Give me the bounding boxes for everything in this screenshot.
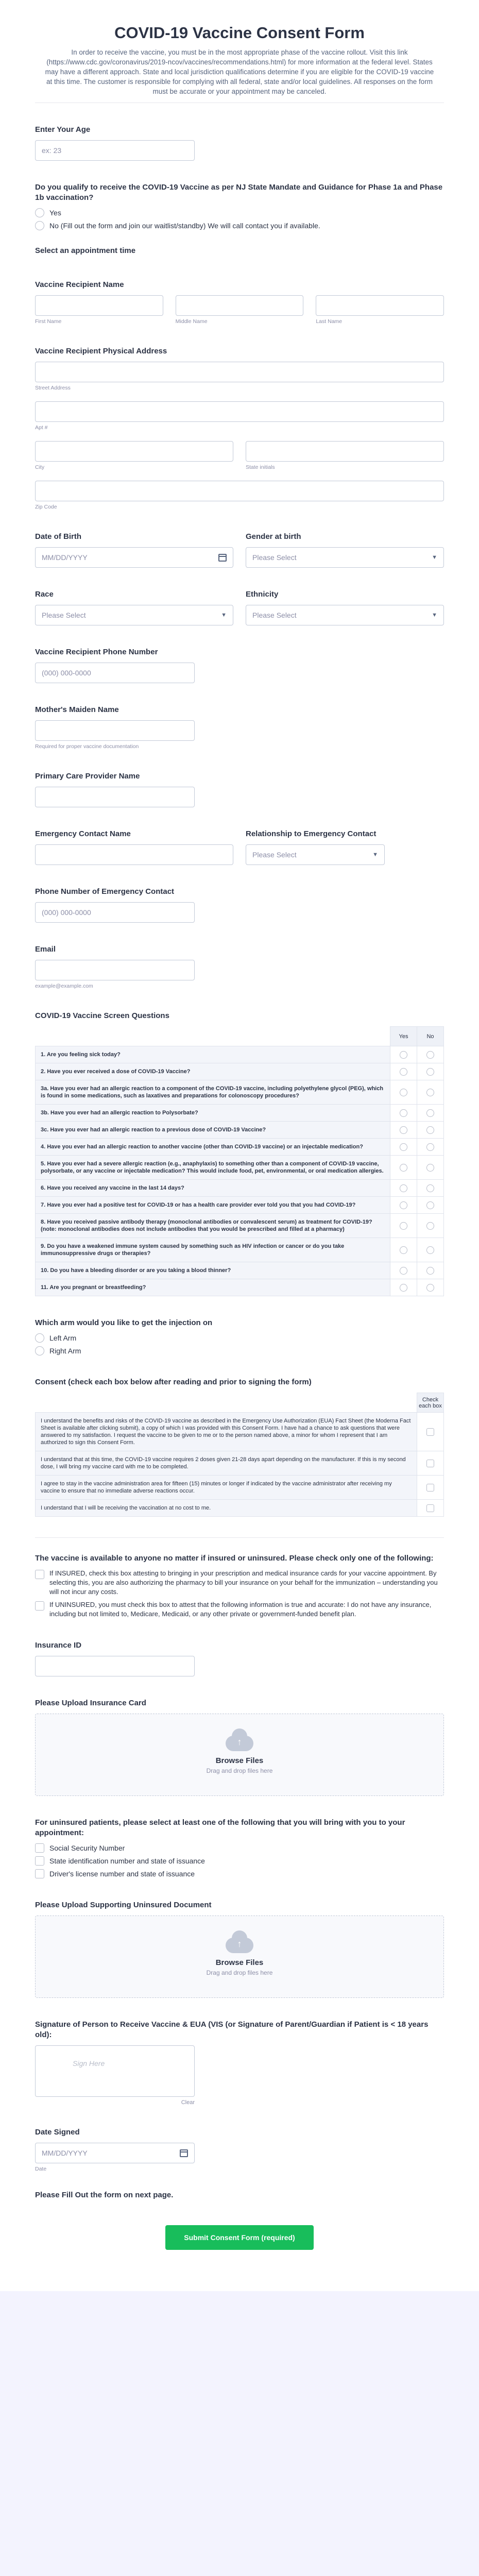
screen-question-row [36,1046,444,1063]
relationship-select[interactable]: Please Select ▼ [246,844,385,865]
browse-files-button[interactable]: Browse Files [215,1958,264,1967]
appointment-label: Select an appointment time [35,246,136,255]
yes-cell[interactable] [390,1180,417,1197]
screen-question-text: 4. Have you ever had an allergic reaction to another vaccine (other than COVID-19 vaccine) or an injectable medication? [36,1139,390,1156]
maiden-label: Mother's Maiden Name [35,705,119,714]
insurance-id-input[interactable] [35,1656,195,1676]
consent-row [36,1476,444,1500]
relationship-label: Relationship to Emergency Contact [246,829,377,838]
email-label: Email [35,945,56,954]
checkbox-icon[interactable] [35,1570,44,1579]
arm-question [35,1318,444,1355]
yes-cell[interactable] [390,1197,417,1214]
uninsured-docs-label: For uninsured patients, please select at least one of the following that you will bring with you to your appointment: [35,1818,405,1837]
radio-icon[interactable] [426,1143,434,1151]
screen-question-text: 2. Have you ever received a dose of COVID-19 Vaccine? [36,1063,390,1080]
screen-question-row [36,1279,444,1296]
radio-icon[interactable] [426,1051,434,1059]
consent-text: I understand that I will be receiving the vaccination at no cost to me. [36,1500,417,1517]
chevron-down-icon: ▼ [432,612,437,618]
consent-row [36,1500,444,1517]
no-cell[interactable] [417,1262,444,1279]
no-cell[interactable] [417,1279,444,1296]
radio-icon[interactable] [400,1051,407,1059]
state-id-option[interactable]: State identification number and state of issuance [35,1856,444,1866]
signature-question [35,2020,444,2106]
cloud-upload-icon [226,1938,253,1953]
radio-icon[interactable] [400,1184,407,1192]
emergency-phone-input[interactable]: (000) 000-0000 [35,902,195,923]
radio-icon[interactable] [400,1089,407,1096]
radio-icon[interactable] [400,1201,407,1209]
page-title: COVID-19 Vaccine Consent Form [114,24,365,42]
radio-icon[interactable] [400,1143,407,1151]
checkbox-icon[interactable] [426,1504,434,1512]
no-cell[interactable] [417,1180,444,1197]
recipient-name-label: Vaccine Recipient Name [35,280,124,289]
address-label: Vaccine Recipient Physical Address [35,347,167,355]
radio-icon[interactable] [426,1089,434,1096]
phone-question [35,647,444,683]
race-select[interactable]: Please Select ▼ [35,605,233,625]
gender-label: Gender at birth [246,532,301,541]
screen-question-text: 3b. Have you ever had an allergic reaction to Polysorbate? [36,1105,390,1122]
yes-cell[interactable] [390,1279,417,1296]
screen-question-row [36,1180,444,1197]
insurance-id-label: Insurance ID [35,1641,82,1650]
radio-icon[interactable] [426,1109,434,1117]
upload-docs-question [35,1900,444,1998]
screen-matrix [35,1026,444,1296]
last-name-input[interactable] [316,295,444,316]
insurance-status-label: The vaccine is available to anyone no matter if insured or uninsured. Please check only one of the following: [35,1554,434,1563]
calendar-icon[interactable] [180,2149,188,2157]
yes-cell[interactable] [390,1262,417,1279]
screen-question-row [36,1262,444,1279]
radio-icon[interactable] [426,1184,434,1192]
cloud-upload-icon [226,1736,253,1751]
emergency-name-label: Emergency Contact Name [35,829,131,838]
yes-cell[interactable] [390,1214,417,1238]
drivers-license-option[interactable]: Driver's license number and state of issuance [35,1869,444,1878]
insurance-id-question [35,1640,444,1676]
uninsured-docs-question [35,1818,444,1878]
screen-question-row [36,1122,444,1139]
screen-question-text: 9. Do you have a weakened immune system caused by something such as HIV infection or cancer or do you take immunosuppressive drugs or therapies? [36,1238,390,1262]
upload-card-question [35,1698,444,1796]
screen-label: COVID-19 Vaccine Screen Questions [35,1011,169,1020]
qualify-option-no[interactable]: No (Fill out the form and join our waitlist/standby) We will call contact you if available. [35,221,444,230]
no-cell[interactable] [417,1046,444,1063]
emergency-phone-label: Phone Number of Emergency Contact [35,887,175,896]
browse-files-button[interactable]: Browse Files [215,1756,264,1765]
no-cell[interactable] [417,1080,444,1105]
emergency-row [35,829,444,865]
consent-check-cell[interactable] [417,1413,444,1451]
email-question: Email example@example.com [35,944,444,989]
consent-check-cell[interactable] [417,1476,444,1500]
checkbox-icon[interactable] [426,1484,434,1492]
radio-icon[interactable] [426,1201,434,1209]
provider-label: Primary Care Provider Name [35,772,140,781]
yes-cell[interactable] [390,1139,417,1156]
checkbox-icon[interactable] [35,1856,44,1866]
col-check: Check each box [417,1393,444,1413]
consent-row [36,1451,444,1476]
yes-cell[interactable] [390,1080,417,1105]
insurance-status-question [35,1553,444,1619]
maiden-question: Mother's Maiden Name Required for proper vaccine documentation [35,705,444,750]
radio-icon[interactable] [35,1333,44,1343]
age-input[interactable]: ex: 23 [35,140,195,161]
zip-input[interactable] [35,481,444,501]
chevron-down-icon: ▼ [432,554,437,561]
apt-input[interactable] [35,401,444,422]
race-label: Race [35,590,54,599]
screen-question-text: 10. Do you have a bleeding disorder or are you taking a blood thinner? [36,1262,390,1279]
ssn-option[interactable]: Social Security Number [35,1843,444,1853]
no-cell[interactable] [417,1063,444,1080]
screen-question-text: 6. Have you received any vaccine in the last 14 days? [36,1180,390,1197]
chevron-down-icon: ▼ [372,852,378,858]
consent-matrix [35,1393,444,1517]
date-signed-question: Date Signed MM/DD/YYYY Date [35,2127,444,2172]
screen-question-text: 3c. Have you ever had an allergic reaction to a previous dose of COVID-19 Vaccine? [36,1122,390,1139]
radio-icon[interactable] [400,1284,407,1292]
consent-question [35,1377,444,1517]
date-signed-input[interactable]: MM/DD/YYYY [35,2143,195,2163]
arm-label: Which arm would you like to get the injection on [35,1318,213,1327]
calendar-icon[interactable] [218,554,227,562]
screen-question-text: 3a. Have you ever had an allergic reaction to a component of the COVID-19 vaccine, including polyethylene glycol (PEG), which is found in some medications, such as laxatives and preparations for colonoscopy procedures? [36,1080,390,1105]
checkbox-icon[interactable] [426,1460,434,1467]
screen-question-row [36,1080,444,1105]
consent-text: I understand the benefits and risks of the COVID-19 vaccine as described in the Emergency Use Authorization (EUA) Fact Sheet (the Moderna Fact Sheet is available after clicking submit), a copy of which I was provided with this Consent Form. I have had a chance to ask questions that were answered to my satisfaction. I request the vaccine to be given to me or to the person named above, a minor for whom I represent that I am authorized to sign this Consent Form. [36,1413,417,1451]
street-address-input[interactable] [35,362,444,382]
no-cell[interactable] [417,1156,444,1180]
dob-label: Date of Birth [35,532,81,541]
submit-button[interactable]: Submit Consent Form (required) [165,2225,313,2250]
emergency-name-input[interactable] [35,844,233,865]
age-question [35,125,444,161]
no-cell[interactable] [417,1139,444,1156]
clear-signature-button[interactable]: Clear [181,2099,195,2106]
radio-icon[interactable] [400,1267,407,1275]
dob-input[interactable]: MM/DD/YYYY [35,547,233,568]
screen-question-row [36,1063,444,1080]
consent-label: Consent (check each box below after reading and prior to signing the form) [35,1378,312,1386]
radio-icon[interactable] [400,1126,407,1134]
radio-icon[interactable] [35,1346,44,1355]
checkbox-icon[interactable] [35,1601,44,1611]
uninsured-option[interactable]: If UNINSURED, you must check this box to attest that the following information is true and accurate: I do not have any insurance, including but not limited to, Medicare, Medicaid, or any other private or government-funded benefit plan. [35,1600,444,1619]
checkbox-icon[interactable] [35,1869,44,1878]
no-cell[interactable] [417,1238,444,1262]
radio-icon[interactable] [35,208,44,217]
checkbox-icon[interactable] [35,1843,44,1853]
appointment-question [35,246,444,256]
radio-icon[interactable] [35,221,44,230]
yes-cell[interactable] [390,1238,417,1262]
upload-docs-dropzone[interactable]: ↑ Browse Files Drag and drop files here [35,1916,444,1998]
chevron-down-icon: ▼ [221,612,227,618]
yes-cell[interactable] [390,1156,417,1180]
consent-text: I agree to stay in the vaccine administration area for fifteen (15) minutes or longer if indicated by the vaccine administrator after receiving my vaccine to ensure that no immediate adverse reactions occur. [36,1476,417,1500]
consent-row [36,1413,444,1451]
ethnicity-label: Ethnicity [246,590,279,599]
checkbox-icon[interactable] [426,1428,434,1436]
radio-icon[interactable] [426,1068,434,1076]
emergency-phone-question [35,887,444,923]
date-signed-label: Date Signed [35,2128,80,2137]
address-question: Vaccine Recipient Physical Address Street Address Apt # City State initials Zip Code [35,346,444,510]
phone-input[interactable]: (000) 000-0000 [35,663,195,683]
screen-question-row [36,1197,444,1214]
signature-pad[interactable]: Sign Here [35,2045,195,2097]
no-cell[interactable] [417,1105,444,1122]
yes-cell[interactable] [390,1063,417,1080]
email-input[interactable] [35,960,195,980]
qualify-question [35,182,444,230]
upload-card-label: Please Upload Insurance Card [35,1699,146,1707]
qualify-label: Do you qualify to receive the COVID-19 Vaccine as per NJ State Mandate and Guidance for Phase 1a and Phase 1b vaccination? [35,183,443,202]
no-cell[interactable] [417,1214,444,1238]
provider-question [35,771,444,807]
insured-option[interactable]: If INSURED, check this box attesting to bringing in your prescription and medical insurance cards for your vaccine appointment. By selecting this, you are also authorizing the pharmacy to bill your insurance on your behalf for the immunization – understanding you will not incur any costs. [35,1569,444,1597]
radio-icon[interactable] [400,1246,407,1254]
yes-cell[interactable] [390,1105,417,1122]
consent-check-cell[interactable] [417,1451,444,1476]
maiden-input[interactable] [35,720,195,741]
radio-icon[interactable] [426,1222,434,1230]
recipient-name-question: Vaccine Recipient Name First Name Middle Name Last Name [35,280,444,325]
radio-icon[interactable] [400,1068,407,1076]
radio-icon[interactable] [426,1246,434,1254]
screen-question-row [36,1238,444,1262]
screen-question-row [36,1139,444,1156]
upload-card-dropzone[interactable]: ↑ Browse Files Drag and drop files here [35,1714,444,1796]
gender-select[interactable]: Please Select ▼ [246,547,444,568]
phone-label: Vaccine Recipient Phone Number [35,648,158,656]
age-label: Enter Your Age [35,125,91,134]
screen-question-text: 1. Are you feeling sick today? [36,1046,390,1063]
dob-gender-row [35,532,444,568]
ethnicity-select[interactable]: Please Select ▼ [246,605,444,625]
consent-text: I understand that at this time, the COVID-19 vaccine requires 2 doses given 21-28 days apart depending on the manufacturer. If this is my second dose, I will bring my vaccine card with me to be completed. [36,1451,417,1476]
radio-icon[interactable] [426,1267,434,1275]
divider [35,1537,444,1538]
qualify-option-yes[interactable]: Yes [35,208,444,217]
screen-question-row [36,1156,444,1180]
consent-check-cell[interactable] [417,1500,444,1517]
city-input[interactable] [35,441,233,462]
upload-docs-label: Please Upload Supporting Uninsured Document [35,1901,212,1909]
radio-icon[interactable] [426,1164,434,1172]
screen-question-text: 8. Have you received passive antibody therapy (monoclonal antibodies or convalescent serum) as treatment for COVID-19? (note: monoclonal antibodies does not include antibodies that you would be prescribed and filled at a pharmacy) [36,1214,390,1238]
intro-text: In order to receive the vaccine, you must be in the most appropriate phase of the vaccine rollout. Visit this link (https://www.cdc.gov/coronavirus/2019-ncov/vaccines/recommendations.html) for more information at the federal level. States may have a different approach. State and local jurisdiction qualifications determine if you are eligible for the COVID-19 vaccine at this time. The customer is responsible for complying with all federal, state and/or local guidelines. All responses on the form must be accurate or your appointment may be canceled. [45,48,434,95]
no-cell[interactable] [417,1122,444,1139]
screen-question-row [36,1214,444,1238]
radio-icon[interactable] [400,1222,407,1230]
radio-icon[interactable] [426,1284,434,1292]
screen-question-text: 5. Have you ever had a severe allergic reaction (e.g., anaphylaxis) to something other than a component of COVID-19 vaccine, polysorbate, or any vaccine or injectable medication? This would include food, pet, environmental, or oral medication allergies. [36,1156,390,1180]
yes-cell[interactable] [390,1122,417,1139]
provider-input[interactable] [35,787,195,807]
arm-option-right[interactable]: Right Arm [35,1346,444,1355]
screen-question-text: 7. Have you ever had a positive test for COVID-19 or has a health care provider ever told you that you had COVID-19? [36,1197,390,1214]
screen-question-row [36,1105,444,1122]
screen-question-text: 11. Are you pregnant or breastfeeding? [36,1279,390,1296]
next-page-note: Please Fill Out the form on next page. [35,2191,174,2199]
radio-icon[interactable] [426,1126,434,1134]
form-header [35,0,444,103]
radio-icon[interactable] [400,1109,407,1117]
middle-name-input[interactable] [176,295,304,316]
radio-icon[interactable] [400,1164,407,1172]
first-name-input[interactable] [35,295,163,316]
col-yes: Yes [390,1027,417,1046]
state-input[interactable] [246,441,444,462]
no-cell[interactable] [417,1197,444,1214]
screen-questions [35,1011,444,1296]
col-no: No [417,1027,444,1046]
arm-option-left[interactable]: Left Arm [35,1333,444,1343]
yes-cell[interactable] [390,1046,417,1063]
signature-label: Signature of Person to Receive Vaccine & EUA (VIS (or Signature of Parent/Guardian if Patient is < 18 years old): [35,2020,429,2039]
race-ethnicity-row [35,589,444,625]
